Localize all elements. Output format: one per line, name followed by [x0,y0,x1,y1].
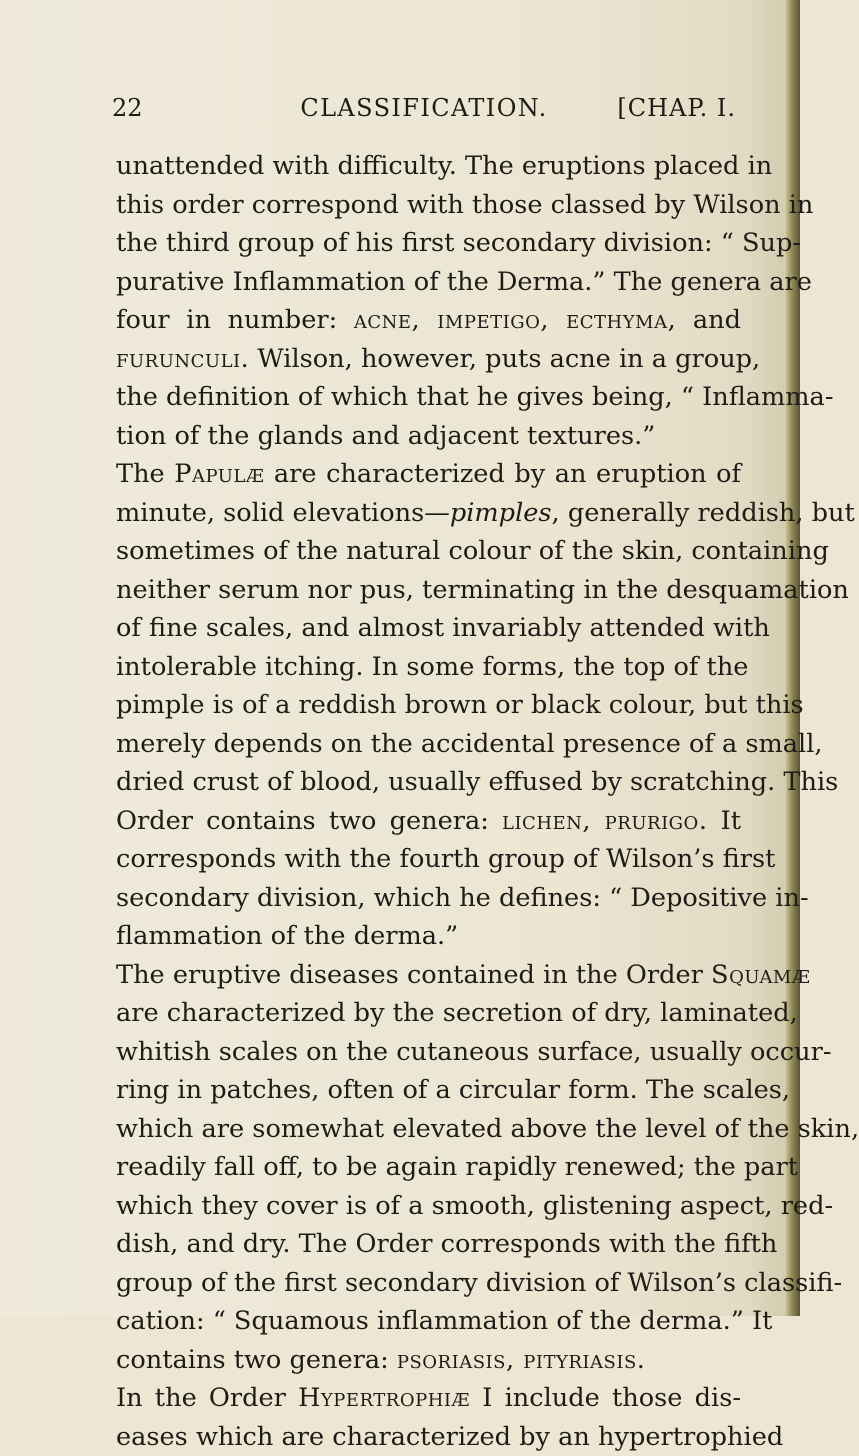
text-run: contains two genera: [116,1345,397,1375]
text-run: The eruptive diseases contained in the Order [116,960,711,990]
text-line [116,648,741,687]
text-line [116,1033,741,1072]
text-line [116,1264,741,1303]
text-line [116,879,741,918]
text-run: eases which are characterized by an hypertrophied [116,1422,783,1452]
text-run: pimple is of a reddish brown or black colour, but this [116,690,804,720]
text-run: minute, solid elevations— [116,498,450,528]
text-run: I include those dis- [470,1383,741,1413]
text-run: dried crust of blood, usually effused by scratching. This [116,767,838,797]
text-run: purative Inflammation of the Derma.” The genera are [116,267,812,297]
text-run: flammation of the derma.” [116,921,458,951]
text-line [116,186,741,225]
text-run: which are somewhat elevated above the level of the skin, [116,1114,859,1144]
text-run: sometimes of the natural colour of the skin, containing [116,536,829,566]
text-line [116,725,741,764]
running-title: CLASSIFICATION. [112,88,736,128]
text-line [116,301,741,340]
text-run: this order correspond with those classed by Wilson in [116,190,813,220]
text-run: of fine scales, and almost invariably attended with [116,613,770,643]
text-line [116,1110,741,1149]
text-line [116,455,741,494]
text-line [116,763,741,802]
text-run: neither serum nor pus, terminating in the desquamation [116,575,849,605]
text-line [116,1302,741,1341]
text-line [116,1341,741,1380]
text-line [116,994,741,1033]
text-run: Order contains two genera: [116,806,502,836]
text-line [116,802,741,841]
text-line [116,147,741,186]
text-line [116,1418,741,1456]
text-run: unattended with difficulty. The eruptions placed in [116,151,772,181]
text-run: the third group of his first secondary division: “ Sup- [116,228,801,258]
text-run: four in number: [116,305,354,335]
text-line [116,532,741,571]
text-run: are characterized by the secretion of dry, laminated, [116,998,798,1028]
text-line [116,956,741,995]
text-run: secondary division, which he defines: “ Depositive in- [116,883,809,913]
text-line [116,609,741,648]
text-run: Wilson, however, puts acne in a group, [249,344,760,374]
text-run: intolerable itching. In some forms, the top of the [116,652,748,682]
chapter-marker: [CHAP. I. [617,88,736,128]
text-run: and [676,305,741,335]
page-header [112,88,736,128]
text-line [116,263,741,302]
text-run: merely depends on the accidental presence of a small, [116,729,823,759]
text-run: group of the first secondary division of Wilson’s classifi- [116,1268,842,1298]
text-run: It [707,806,741,836]
text-run: cation: “ Squamous inflammation of the derma.” It [116,1306,772,1336]
small-caps-term: Squamæ [711,960,810,990]
text-line [116,378,741,417]
text-run: dish, and dry. The Order corresponds with the fifth [116,1229,777,1259]
text-line [116,1071,741,1110]
text-line [116,1225,741,1264]
text-run: In the Order [116,1383,298,1413]
text-run: The [116,459,174,489]
text-line [116,340,741,379]
text-line [116,1187,741,1226]
small-caps-term: Papulæ [174,459,264,489]
small-caps-term: furunculi. [116,344,249,374]
body-text [116,147,741,1456]
text-line [116,840,741,879]
text-line [116,417,741,456]
small-caps-term: psoriasis, pityriasis. [397,1345,646,1375]
italic-term: pimples [450,498,552,528]
text-run: tion of the glands and adjacent textures.” [116,421,655,451]
text-line [116,571,741,610]
small-caps-term: lichen, prurigo. [502,806,707,836]
text-run: , generally reddish, but [552,498,855,528]
text-run: readily fall off, to be again rapidly renewed; the part [116,1152,798,1182]
text-line [116,494,741,533]
small-caps-term: acne, impetigo, ecthyma, [354,305,676,335]
text-run: ring in patches, often of a circular form. The scales, [116,1075,790,1105]
small-caps-term: Hypertrophiæ [298,1383,470,1413]
text-line [116,224,741,263]
text-line [116,686,741,725]
page-number: 22 [112,88,143,128]
text-line [116,1379,741,1418]
text-run: whitish scales on the cutaneous surface, usually occur- [116,1037,831,1067]
text-run: are characterized by an eruption of [264,459,741,489]
text-line [116,917,741,956]
text-run: the definition of which that he gives being, “ Inflamma- [116,382,833,412]
text-run: which they cover is of a smooth, glistening aspect, red- [116,1191,833,1221]
text-line [116,1148,741,1187]
text-run: corresponds with the fourth group of Wilson’s first [116,844,775,874]
